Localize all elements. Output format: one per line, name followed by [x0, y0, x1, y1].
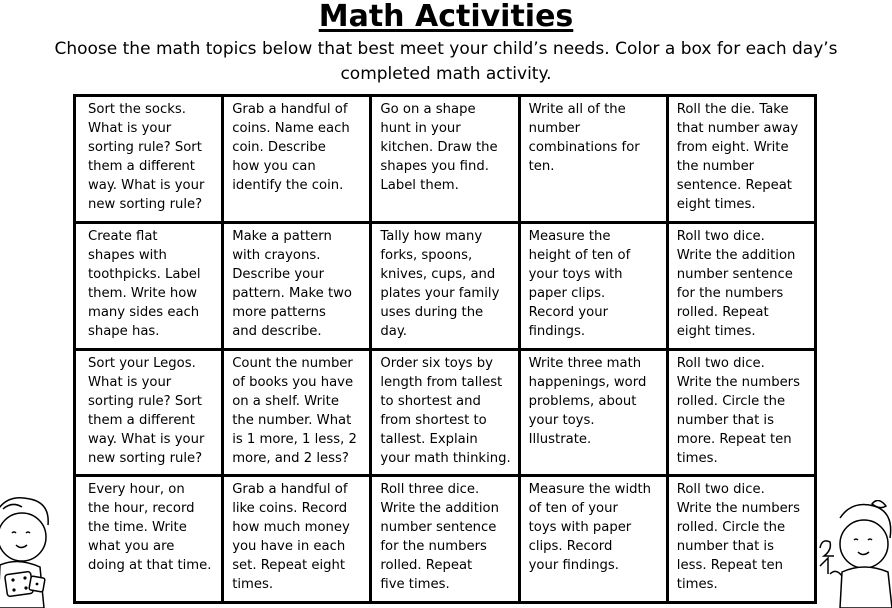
- activity-cell-r1-c5[interactable]: Roll the die. Take that number away from eight. Write the number sentence. Repeat eight times.: [669, 97, 814, 221]
- activity-cell-r1-c4[interactable]: Write all of the number combinations for ten.: [521, 97, 666, 221]
- activity-cell-r3-c2[interactable]: Count the number of books you have on a shelf. Write the number. What is 1 more, 1 less, 2 more, and 2 less?: [224, 351, 369, 475]
- girl-with-numbers-icon: [812, 500, 892, 608]
- activity-cell-r2-c4[interactable]: Measure the height of ten of your toys with paper clips. Record your findings.: [521, 224, 666, 348]
- activity-cell-r2-c5[interactable]: Roll two dice. Write the addition number sentence for the numbers rolled. Repeat eight times.: [669, 224, 814, 348]
- activity-cell-r4-c1[interactable]: Every hour, on the hour, record the time. Write what you are doing at that time.: [76, 477, 221, 601]
- activity-cell-r2-c2[interactable]: Make a pattern with crayons. Describe your pattern. Make two more patterns and describe.: [224, 224, 369, 348]
- activity-cell-r2-c3[interactable]: Tally how many forks, spoons, knives, cups, and plates your family uses during the day.: [372, 224, 517, 348]
- girl-with-dice-icon: [0, 495, 60, 608]
- activity-cell-r3-c5[interactable]: Roll two dice. Write the numbers rolled. Circle the number that is more. Repeat ten times.: [669, 351, 814, 475]
- activity-cell-r4-c3[interactable]: Roll three dice. Write the addition number sentence for the numbers rolled. Repeat five times.: [372, 477, 517, 601]
- activity-cell-r4-c5[interactable]: Roll two dice. Write the numbers rolled. Circle the number that is less. Repeat ten times.: [669, 477, 814, 601]
- activity-cell-r1-c3[interactable]: Go on a shape hunt in your kitchen. Draw the shapes you find. Label them.: [372, 97, 517, 221]
- activity-cell-r1-c2[interactable]: Grab a handful of coins. Name each coin. Describe how you can identify the coin.: [224, 97, 369, 221]
- subtitle-line-2: completed math activity.: [340, 64, 552, 84]
- activity-cell-r2-c1[interactable]: Create flat shapes with toothpicks. Label them. Write how many sides each shape has.: [76, 224, 221, 348]
- page-subtitle: [0, 37, 892, 87]
- page-title: Math Activities: [318, 0, 574, 34]
- subtitle-line-1: Choose the math topics below that best meet your child’s needs. Color a box for each day’s: [54, 39, 838, 59]
- activity-cell-r3-c1[interactable]: Sort your Legos. What is your sorting rule? Sort them a different way. What is your new sorting rule?: [76, 351, 221, 475]
- activity-grid: [73, 94, 817, 604]
- activity-cell-r3-c3[interactable]: Order six toys by length from tallest to shortest and from shortest to tallest. Explain your math thinking.: [372, 351, 517, 475]
- activity-cell-r4-c4[interactable]: Measure the width of ten of your toys with paper clips. Record your findings.: [521, 477, 666, 601]
- activity-cell-r1-c1[interactable]: Sort the socks. What is your sorting rule? Sort them a different way. What is your new sorting rule?: [76, 97, 221, 221]
- activity-cell-r3-c4[interactable]: Write three math happenings, word problems, about your toys. Illustrate.: [521, 351, 666, 475]
- activity-cell-r4-c2[interactable]: Grab a handful of like coins. Record how much money you have in each set. Repeat eight times.: [224, 477, 369, 601]
